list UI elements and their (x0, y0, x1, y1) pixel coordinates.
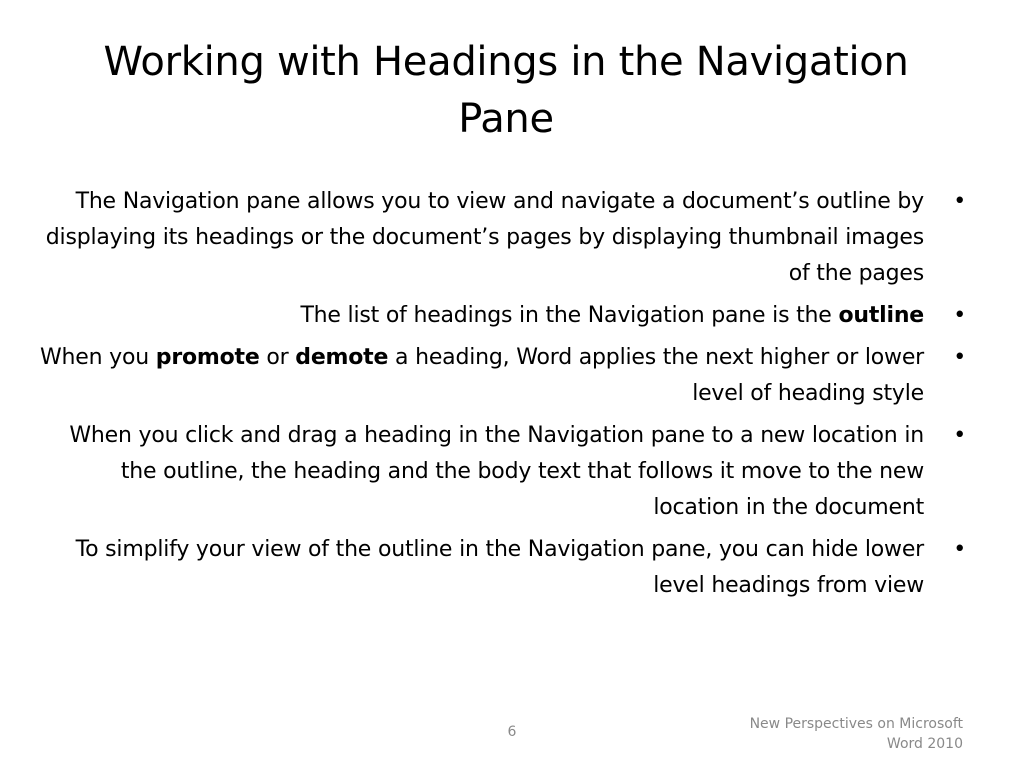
bullet-text (46, 189, 924, 286)
page-number: 6 (507, 724, 517, 740)
bullet-list (30, 184, 970, 610)
bullet-text (300, 303, 924, 328)
bullet-icon: • (953, 189, 966, 214)
bullet-text (40, 345, 924, 406)
bullet-item (30, 184, 970, 292)
text-run: The list of headings in the Navigation pane is the (300, 303, 839, 328)
bullet-item (30, 418, 970, 526)
bullet-text (76, 537, 924, 598)
text-run: a heading, Word applies the next higher or lower level of heading style (388, 345, 924, 406)
text-run: When you (39, 345, 156, 370)
bold-term: promote (155, 345, 260, 370)
footer-source-line: Word 2010 (886, 736, 963, 752)
bullet-icon: • (953, 537, 966, 562)
bullet-item (30, 340, 970, 412)
text-run: The Navigation pane allows you to view and navigate a document’s outline by displaying its headings or the document’s pages by displaying thumbnail images of the pages (45, 189, 924, 286)
bold-term: demote (295, 345, 389, 370)
footer-source-line: New Perspectives on Microsoft (749, 716, 963, 732)
text-run: To simplify your view of the outline in the Navigation pane, you can hide lower level headings from view (75, 537, 924, 598)
text-run: or (259, 345, 296, 370)
bullet-icon: • (953, 423, 966, 448)
bullet-item (30, 532, 970, 604)
bullet-text (69, 423, 924, 520)
footer-source (700, 714, 963, 754)
bullet-icon: • (953, 303, 966, 328)
bold-term: outline (838, 303, 924, 328)
bullet-icon: • (953, 345, 966, 370)
slide-title: Working with Headings in the Navigation Pane (103, 39, 909, 142)
bullet-item (30, 298, 970, 334)
text-run: When you click and drag a heading in the Navigation pane to a new location in the outline, the heading and the body text that follows it move to the new location in the document (69, 423, 924, 520)
